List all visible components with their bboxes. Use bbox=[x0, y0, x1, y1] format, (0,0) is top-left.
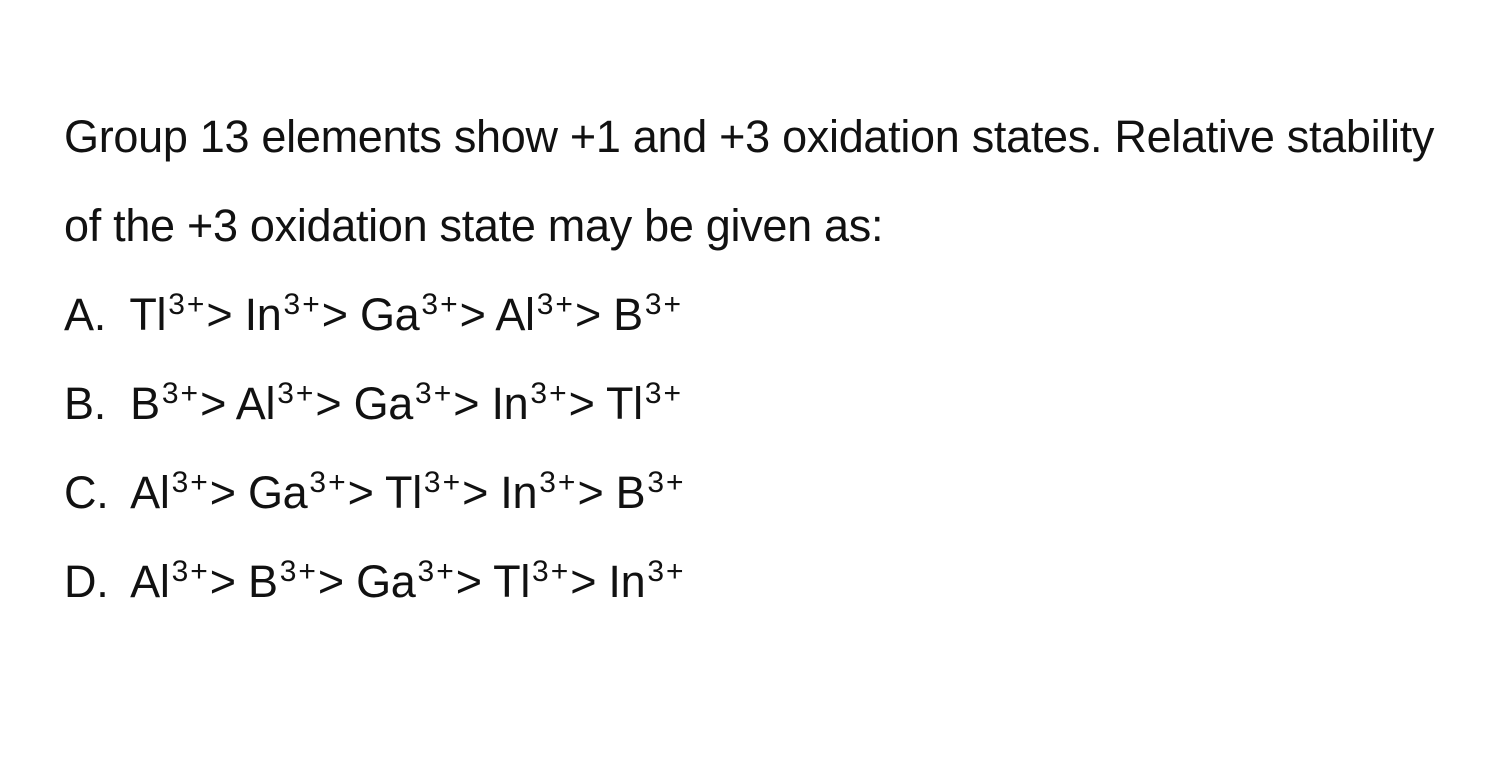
greater-than-sign: > bbox=[453, 378, 480, 429]
greater-than-sign: > bbox=[315, 378, 342, 429]
greater-than-sign: > bbox=[209, 556, 236, 607]
ion-charge: 3+ bbox=[644, 288, 684, 321]
ion bbox=[495, 289, 575, 340]
ion-charge: 3+ bbox=[415, 377, 454, 410]
greater-than-sign: > bbox=[317, 556, 344, 607]
ion-charge: 3+ bbox=[277, 377, 316, 410]
ion-symbol: B bbox=[247, 556, 278, 607]
ion-symbol: Ga bbox=[359, 289, 420, 340]
ion bbox=[491, 378, 568, 429]
ion-charge: 3+ bbox=[279, 555, 318, 588]
greater-than-sign: > bbox=[455, 556, 482, 607]
ion bbox=[248, 556, 318, 607]
ion bbox=[606, 378, 683, 429]
ion-symbol: Tl bbox=[605, 378, 643, 429]
ion bbox=[245, 289, 322, 340]
ion bbox=[354, 378, 454, 429]
ion-symbol: Tl bbox=[129, 289, 167, 340]
ion-charge: 3+ bbox=[168, 288, 207, 321]
option-letter: A. bbox=[64, 289, 106, 340]
ion-charge: 3+ bbox=[644, 377, 684, 410]
greater-than-sign: > bbox=[347, 467, 374, 518]
ion-charge: 3+ bbox=[423, 466, 463, 499]
ion-charge: 3+ bbox=[536, 288, 575, 321]
option-letter: B. bbox=[64, 378, 106, 429]
option-c[interactable] bbox=[64, 448, 1464, 537]
ion-charge: 3+ bbox=[532, 555, 571, 588]
ion-symbol: Ga bbox=[247, 467, 308, 518]
ion-charge: 3+ bbox=[283, 288, 322, 321]
greater-than-sign: > bbox=[574, 289, 601, 340]
answer-options bbox=[64, 270, 1464, 626]
ion-symbol: Tl bbox=[385, 467, 422, 518]
ion bbox=[130, 467, 210, 518]
ion bbox=[493, 556, 570, 607]
ion-symbol: B bbox=[130, 378, 160, 429]
ion bbox=[248, 467, 348, 518]
ion bbox=[130, 378, 200, 429]
ion bbox=[129, 289, 206, 340]
ion-symbol: B bbox=[613, 289, 643, 340]
ion bbox=[236, 378, 316, 429]
option-letter: D. bbox=[64, 556, 109, 607]
ion-symbol: Al bbox=[495, 289, 535, 340]
ion-symbol: In bbox=[500, 467, 538, 518]
ion-symbol: B bbox=[615, 467, 646, 518]
greater-than-sign: > bbox=[462, 467, 489, 518]
option-d[interactable] bbox=[64, 537, 1464, 626]
greater-than-sign: > bbox=[321, 289, 348, 340]
question-card bbox=[64, 92, 1464, 626]
option-letter: C. bbox=[64, 467, 109, 518]
ion-symbol: Tl bbox=[493, 556, 531, 607]
greater-than-sign: > bbox=[200, 378, 227, 429]
ion-symbol: Al bbox=[235, 378, 276, 429]
ion-charge: 3+ bbox=[647, 555, 686, 588]
ion bbox=[356, 556, 456, 607]
ion-charge: 3+ bbox=[421, 288, 460, 321]
ion-charge: 3+ bbox=[171, 555, 210, 588]
ion-symbol: In bbox=[244, 289, 282, 340]
ion-charge: 3+ bbox=[647, 466, 686, 499]
greater-than-sign: > bbox=[206, 289, 233, 340]
ion-symbol: Al bbox=[130, 467, 170, 518]
ion-symbol: Al bbox=[130, 556, 170, 607]
ion bbox=[130, 556, 210, 607]
ion bbox=[616, 467, 686, 518]
greater-than-sign: > bbox=[568, 378, 595, 429]
ion-symbol: In bbox=[491, 378, 529, 429]
ion-charge: 3+ bbox=[417, 555, 456, 588]
ion-symbol: Ga bbox=[353, 378, 414, 429]
ion-symbol: Ga bbox=[356, 556, 416, 607]
ion bbox=[608, 556, 685, 607]
option-a[interactable] bbox=[64, 270, 1464, 359]
greater-than-sign: > bbox=[577, 467, 604, 518]
greater-than-sign: > bbox=[570, 556, 597, 607]
ion-charge: 3+ bbox=[539, 466, 578, 499]
ion-symbol: In bbox=[608, 556, 646, 607]
ion bbox=[613, 289, 683, 340]
ion-charge: 3+ bbox=[161, 377, 201, 410]
ion bbox=[360, 289, 460, 340]
ion bbox=[500, 467, 577, 518]
ion-charge: 3+ bbox=[309, 466, 348, 499]
greater-than-sign: > bbox=[209, 467, 236, 518]
question-stem: Group 13 elements show +1 and +3 oxidation states. Relative stability of the +3 oxidation state may be given as: bbox=[64, 111, 1435, 251]
ion bbox=[385, 467, 462, 518]
ion-charge: 3+ bbox=[171, 466, 210, 499]
greater-than-sign: > bbox=[459, 289, 486, 340]
option-b[interactable] bbox=[64, 359, 1464, 448]
ion-charge: 3+ bbox=[530, 377, 569, 410]
